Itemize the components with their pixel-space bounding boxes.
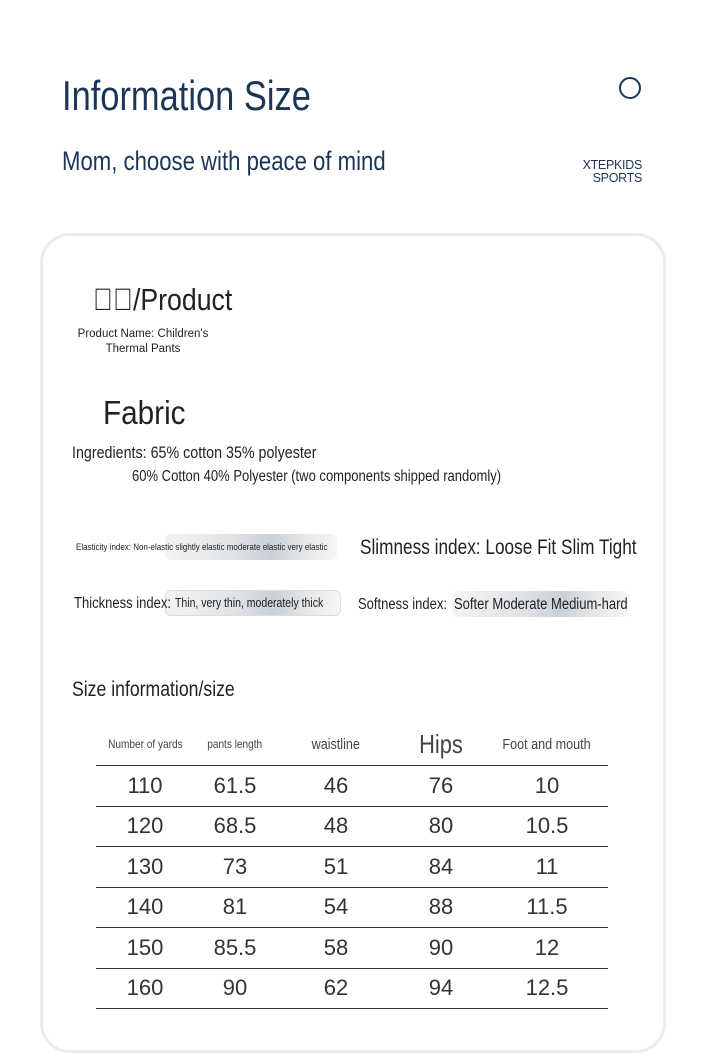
table-cell: 94: [396, 968, 486, 1009]
table-cell: 150: [96, 928, 194, 969]
table-cell: 73: [194, 847, 276, 888]
fabric-heading: Fabric: [103, 394, 186, 431]
table-cell: 84: [396, 847, 486, 888]
product-name: Product Name: Children's Thermal Pants: [77, 328, 209, 355]
table-cell: 76: [396, 766, 486, 807]
column-header-yards: Number of yards: [96, 724, 194, 766]
size-table: [96, 724, 608, 1009]
size-table-heading: Size information/size: [72, 678, 235, 701]
column-header-foot-mouth: Foot and mouth: [486, 724, 608, 766]
page-subtitle: Mom, choose with peace of mind: [62, 146, 386, 176]
thickness-index-values: Thin, very thin, moderately thick: [175, 596, 324, 610]
table-row: [96, 928, 608, 969]
table-cell: 10.5: [486, 806, 608, 847]
thickness-index-label: Thickness index:: [74, 595, 171, 612]
column-header-waistline: waistline: [276, 724, 396, 766]
table-cell: 120: [96, 806, 194, 847]
table-cell: 80: [396, 806, 486, 847]
table-cell: 110: [96, 766, 194, 807]
column-header-hips: Hips: [396, 724, 486, 766]
fabric-ingredients: Ingredients: 65% cotton 35% polyester: [72, 443, 317, 462]
table-row: [96, 968, 608, 1009]
table-cell: 48: [276, 806, 396, 847]
table-cell: 90: [396, 928, 486, 969]
brand-line-2: SPORTS: [592, 171, 642, 185]
table-cell: 46: [276, 766, 396, 807]
table-row: [96, 766, 608, 807]
table-cell: 90: [194, 968, 276, 1009]
table-cell: 81: [194, 887, 276, 928]
table-cell: 140: [96, 887, 194, 928]
table-cell: 51: [276, 847, 396, 888]
table-row: [96, 806, 608, 847]
table-cell: 160: [96, 968, 194, 1009]
softness-index-values: Softer Moderate Medium-hard: [454, 596, 628, 613]
table-cell: 61.5: [194, 766, 276, 807]
page-title: Information Size: [62, 72, 311, 119]
table-cell: 11: [486, 847, 608, 888]
table-row: [96, 847, 608, 888]
table-cell: 85.5: [194, 928, 276, 969]
table-cell: 10: [486, 766, 608, 807]
column-header-pants-length: pants length: [194, 724, 276, 766]
slimness-index: Slimness index: Loose Fit Slim Tight: [360, 536, 637, 559]
table-row: [96, 887, 608, 928]
table-cell: 88: [396, 887, 486, 928]
table-cell: 130: [96, 847, 194, 888]
brand-logo: [560, 159, 642, 185]
brand-line-1: XTEPKIDS: [582, 158, 642, 172]
fabric-ingredients-note: 60% Cotton 40% Polyester (two components shipped randomly): [132, 468, 502, 485]
table-cell: 54: [276, 887, 396, 928]
table-cell: 58: [276, 928, 396, 969]
table-cell: 62: [276, 968, 396, 1009]
table-header-row: [96, 724, 608, 766]
softness-index-label: Softness index:: [358, 596, 448, 613]
product-heading:   /Product: [93, 282, 233, 317]
table-cell: 12.5: [486, 968, 608, 1009]
table-cell: 11.5: [486, 887, 608, 928]
table-cell: 12: [486, 928, 608, 969]
table-cell: 68.5: [194, 806, 276, 847]
elasticity-index: Elasticity index: Non-elastic slightly elastic moderate elastic very elastic: [76, 542, 328, 553]
circle-icon: [619, 77, 641, 99]
